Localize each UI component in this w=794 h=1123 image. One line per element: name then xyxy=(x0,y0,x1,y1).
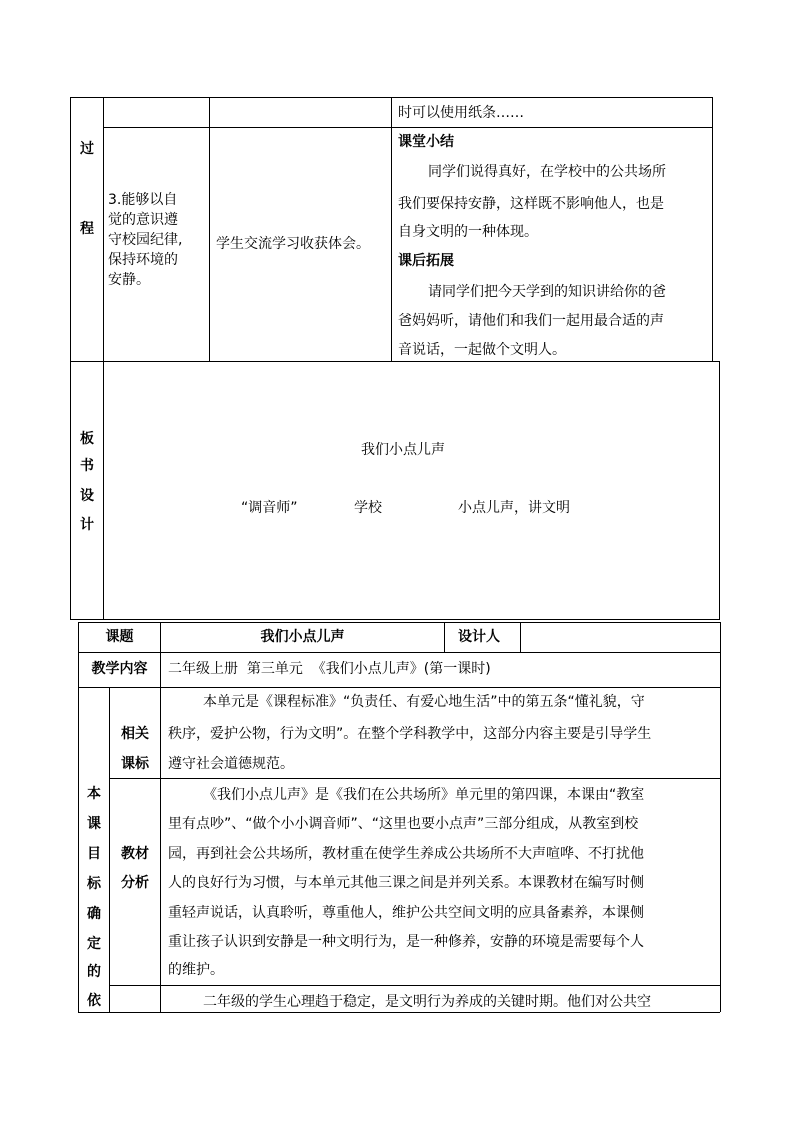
students-line: 二年级的学生心理趋于稳定，是文明行为养成的关键时期。他们对公共空 xyxy=(203,994,651,1010)
topic-value: 我们小点儿声 xyxy=(260,629,345,645)
board-label-char: 设 xyxy=(80,488,94,504)
material-line: 的维护。 xyxy=(168,962,224,978)
basis-label-char: 定 xyxy=(87,936,101,952)
material-label: 分析 xyxy=(121,875,149,891)
material-line: 重轻声说话，认真聆听，尊重他人，维护公共空间文明的应具备素养，本课侧 xyxy=(168,905,644,921)
board-label-char: 板 xyxy=(80,431,94,447)
standards-line: 本单元是《课程标准》“负责任、有爱心地生活”中的第五条“懂礼貌，守 xyxy=(203,694,645,710)
topic-label: 课题 xyxy=(105,629,134,645)
board-item-school: 学校 xyxy=(354,500,382,516)
material-line: 园，再到社会公共场所，教材重在使学生养成公共场所不大声喧哗、不打扰他 xyxy=(168,846,644,862)
extension-line: 音说话，一起做个文明人。 xyxy=(398,342,566,358)
student-activity: 学生交流学习收获体会。 xyxy=(216,236,370,252)
basis-label-char: 依 xyxy=(87,993,101,1009)
goal-line: 3.能够以自 xyxy=(108,192,178,208)
board-item-tuner: “调音师” xyxy=(241,500,298,516)
basis-label-char: 目 xyxy=(87,846,101,862)
standards-label: 相关 xyxy=(121,726,149,742)
goal-line: 觉的意识遵 xyxy=(108,212,178,228)
goal-line: 安静。 xyxy=(108,272,150,288)
material-line: 重让孩子认识到安静是一种文明行为，是一种修养，安静的环境是需要每个人 xyxy=(168,934,644,950)
process-label-char-1: 过 xyxy=(80,141,94,157)
material-line: 《我们小点儿声》是《我们在公共场所》单元里的第四课，本课由“教室 xyxy=(203,787,645,803)
summary-line: 自身文明的一种体现。 xyxy=(398,224,538,240)
summary-line: 同学们说得真好，在学校中的公共场所 xyxy=(428,164,666,180)
standards-label: 课标 xyxy=(121,756,149,772)
extension-line: 爸妈妈听，请他们和我们一起用最合适的声 xyxy=(398,313,664,329)
standards-line: 秩序，爱护公物，行为文明”。在整个学科教学中，这部分内容主要是引导学生 xyxy=(168,726,652,742)
goal-line: 守校园纪律, xyxy=(108,232,183,248)
basis-label-char: 标 xyxy=(87,876,101,892)
process-label-char-2: 程 xyxy=(80,221,94,237)
material-line: 里有点吵”、“做个小小调音师”、“这里也要小点声”三部分组成，从教室到校 xyxy=(168,816,639,832)
board-title: 我们小点儿声 xyxy=(361,442,445,458)
extension-line: 请同学们把今天学到的知识讲给你的爸 xyxy=(428,284,666,300)
board-item-quiet: 小点儿声，讲文明 xyxy=(458,500,570,516)
basis-label-char: 确 xyxy=(87,906,101,922)
summary-line: 我们要保持安静，这样既不影响他人，也是 xyxy=(398,196,664,212)
designer-label: 设计人 xyxy=(458,629,500,645)
content-label: 教学内容 xyxy=(91,661,148,677)
material-label: 教材 xyxy=(121,846,149,862)
content-value: 二年级上册 第三单元 《我们小点儿声》(第一课时) xyxy=(168,661,491,677)
standards-line: 遵守社会道德规范。 xyxy=(168,756,294,772)
board-label-char: 计 xyxy=(80,517,94,533)
goal-line: 保持环境的 xyxy=(108,252,178,268)
material-line: 人的良好行为习惯，与本单元其他三课之间是并列关系。本课教材在编写时侧 xyxy=(168,875,644,891)
extension-heading: 课后拓展 xyxy=(398,253,454,269)
summary-heading: 课堂小结 xyxy=(398,134,454,150)
process-row1-text: 时可以使用纸条…… xyxy=(398,105,524,121)
basis-label-char: 课 xyxy=(87,816,101,832)
basis-label-char: 的 xyxy=(87,964,101,980)
board-label-char: 书 xyxy=(80,458,94,474)
basis-label-char: 本 xyxy=(87,786,101,802)
